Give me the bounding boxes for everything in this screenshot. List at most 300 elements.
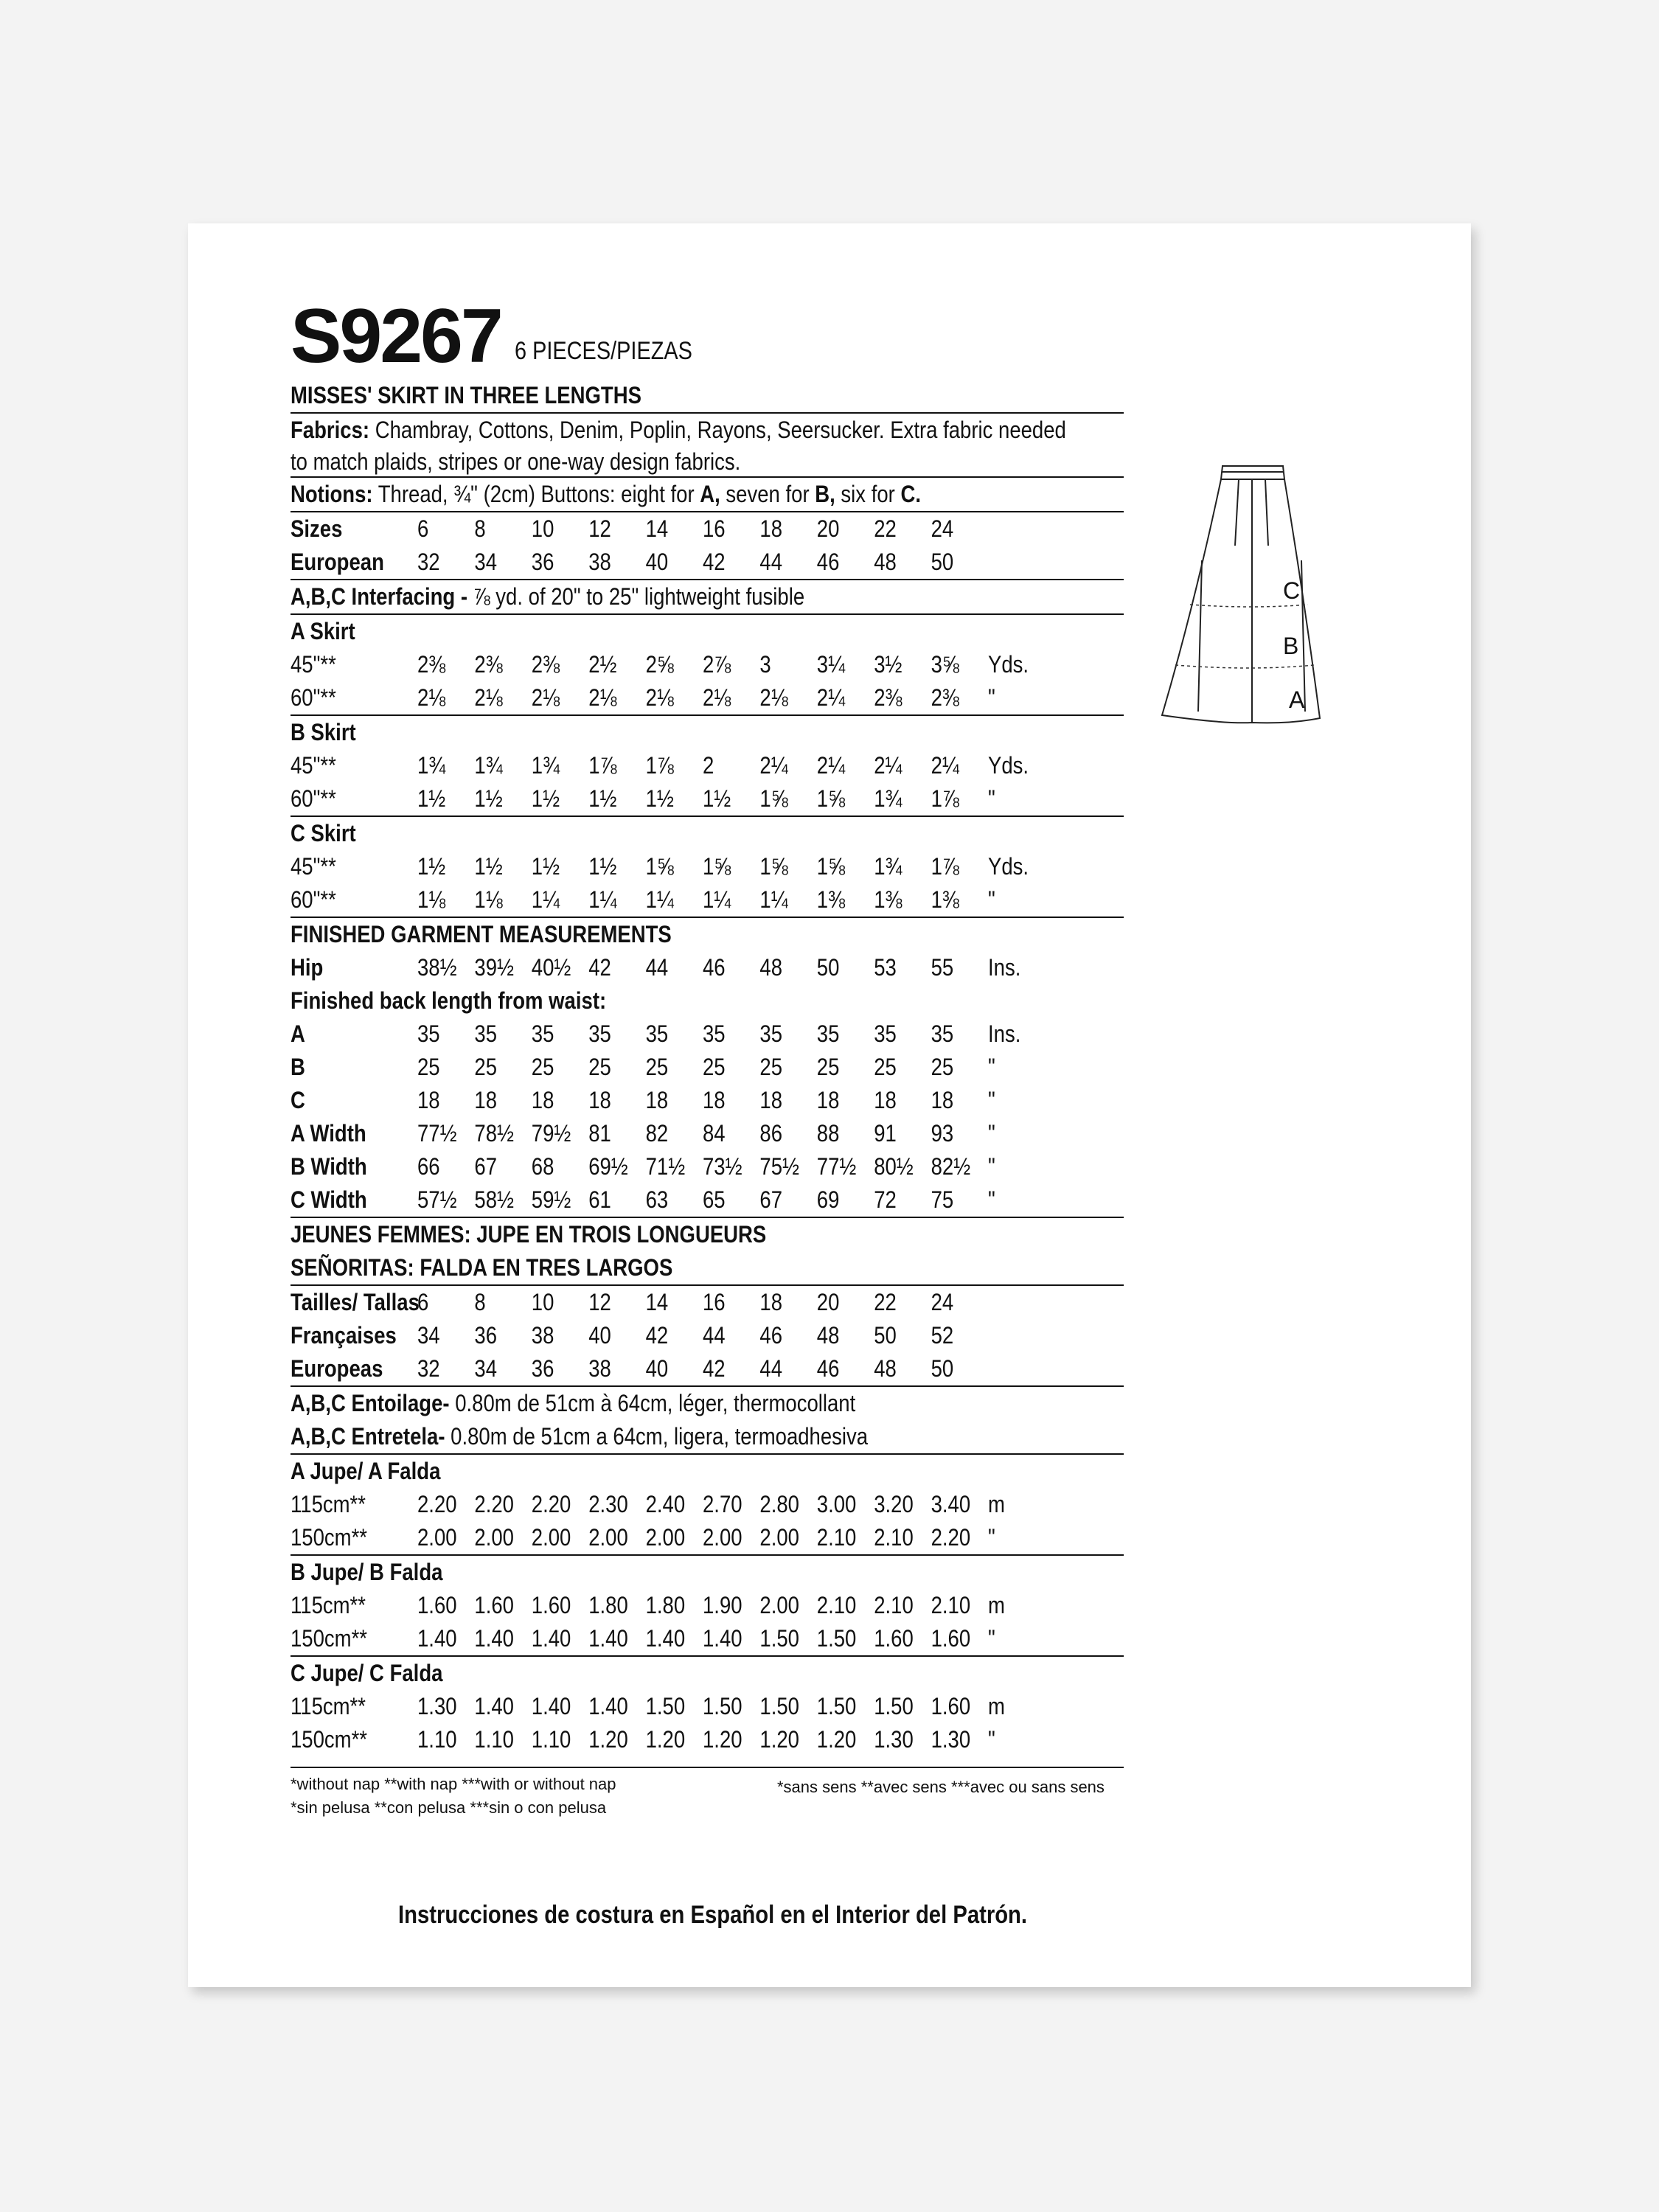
- cell-value: 1.40: [474, 1693, 514, 1719]
- cell-value: 18: [588, 1087, 611, 1113]
- cell-value: 80½: [874, 1153, 914, 1180]
- finished-title: FINISHED GARMENT MEASUREMENTS: [291, 921, 672, 947]
- cell-value: 1.60: [531, 1592, 571, 1618]
- cell-value: 35: [874, 1020, 897, 1047]
- cell-value: 2¼: [931, 752, 959, 779]
- footnote-fr: *sans sens **avec sens ***avec ou sans sens: [777, 1778, 1105, 1796]
- cell-value: 2¼: [816, 684, 846, 711]
- cell-value: 36: [531, 1355, 554, 1382]
- pattern-title: MISSES' SKIRT IN THREE LENGTHS: [291, 382, 641, 408]
- sizes-fr-table: [291, 1286, 1124, 1385]
- unit-label: Ins.: [988, 954, 1021, 981]
- cell-value: 20: [816, 1289, 840, 1315]
- row-label: 45"**: [291, 752, 336, 779]
- cell-value: 2⅛: [474, 684, 503, 711]
- cell-value: 35: [531, 1020, 554, 1047]
- cell-value: 25: [874, 1054, 897, 1080]
- cell-value: 35: [588, 1020, 611, 1047]
- skirt-view-title: B Skirt: [291, 719, 356, 745]
- cell-value: 1¼: [703, 886, 731, 913]
- unit-label: m: [988, 1491, 1005, 1517]
- cell-value: 1.10: [531, 1726, 571, 1753]
- cell-value: 50: [931, 549, 954, 575]
- cell-value: 2⅞: [703, 651, 731, 678]
- cell-value: 1.40: [588, 1693, 628, 1719]
- table-row: [291, 546, 1007, 579]
- cell-value: 24: [931, 515, 954, 542]
- french-title: JEUNES FEMMES: JUPE EN TROIS LONGUEURS: [291, 1221, 767, 1248]
- fabrics-line1: Fabrics: Chambray, Cottons, Denim, Poplin, Rayons, Seersucker. Extra fabric needed: [291, 417, 1066, 443]
- view-label-a: A: [1289, 686, 1305, 713]
- unit-label: ": [988, 1625, 995, 1652]
- cell-value: 50: [931, 1355, 954, 1382]
- cell-value: 22: [874, 1289, 897, 1315]
- cell-value: 86: [759, 1120, 783, 1147]
- row-label: 45"**: [291, 853, 336, 880]
- unit-label: Yds.: [988, 752, 1029, 779]
- cell-value: 1⅛: [417, 886, 446, 913]
- unit-label: ": [988, 1054, 995, 1080]
- cell-value: 42: [703, 1355, 726, 1382]
- cell-value: 1.50: [759, 1693, 799, 1719]
- cell-value: 2.10: [874, 1524, 914, 1551]
- unit-label: ": [988, 785, 995, 812]
- cell-value: 69½: [588, 1153, 628, 1180]
- cell-value: 39½: [474, 954, 514, 981]
- cell-value: 1.60: [474, 1592, 514, 1618]
- cell-value: 1.40: [645, 1625, 686, 1652]
- table-row: [291, 1051, 1007, 1084]
- table-row: [291, 1117, 1007, 1150]
- cell-value: 25: [816, 1054, 840, 1080]
- row-label: 45"**: [291, 651, 336, 678]
- cell-value: 2.10: [816, 1592, 857, 1618]
- cell-value: 1⅞: [931, 785, 959, 812]
- row-label: 150cm**: [291, 1625, 368, 1652]
- table-row: [291, 1286, 1007, 1319]
- row-label: Tailles/ Tallas: [291, 1289, 420, 1315]
- cell-value: 44: [759, 1355, 783, 1382]
- cell-value: 1.60: [874, 1625, 914, 1652]
- cell-value: 34: [474, 1355, 498, 1382]
- row-label: European: [291, 549, 384, 575]
- unit-label: ": [988, 1524, 995, 1551]
- cell-value: 2⅛: [531, 684, 560, 711]
- cell-value: 69: [816, 1186, 840, 1213]
- table-row: [291, 1488, 1007, 1521]
- cell-value: 1⅝: [816, 785, 846, 812]
- cell-value: 20: [816, 515, 840, 542]
- title-row: [291, 279, 1124, 379]
- entoilage: A,B,C Entoilage- 0.80m de 51cm à 64cm, léger, thermocollant: [291, 1390, 856, 1416]
- cell-value: 18: [759, 515, 783, 542]
- cell-value: 24: [931, 1289, 954, 1315]
- cell-value: 1⅞: [931, 853, 959, 880]
- cell-value: 77½: [417, 1120, 457, 1147]
- footnotes: [291, 1773, 1124, 1824]
- cell-value: 2⅛: [703, 684, 731, 711]
- cell-value: 1¾: [531, 752, 560, 779]
- cell-value: 25: [703, 1054, 726, 1080]
- cell-value: 1.10: [417, 1726, 457, 1753]
- cell-value: 12: [588, 515, 611, 542]
- unit-label: ": [988, 886, 995, 913]
- cell-value: 25: [588, 1054, 611, 1080]
- yardage-table: [291, 615, 1124, 918]
- cell-value: 1¼: [588, 886, 617, 913]
- cell-value: 25: [474, 1054, 498, 1080]
- cell-value: 48: [874, 1355, 897, 1382]
- cell-value: 18: [703, 1087, 726, 1113]
- back-length-title: Finished back length from waist:: [291, 987, 607, 1014]
- cell-value: 1.10: [474, 1726, 514, 1753]
- cell-value: 61: [588, 1186, 611, 1213]
- cell-value: 18: [759, 1289, 783, 1315]
- cell-value: 1.40: [531, 1693, 571, 1719]
- table-row: [291, 1183, 1007, 1217]
- cell-value: 32: [417, 1355, 440, 1382]
- cell-value: 1⅝: [816, 853, 846, 880]
- cell-value: 1¼: [645, 886, 674, 913]
- cell-value: 2.80: [759, 1491, 799, 1517]
- view-label-c: C: [1283, 577, 1301, 604]
- skirt-illustration: [1158, 457, 1335, 759]
- cell-value: 1½: [417, 853, 446, 880]
- cell-value: 1.40: [588, 1625, 628, 1652]
- cell-value: 35: [931, 1020, 954, 1047]
- cell-value: 52: [931, 1322, 954, 1349]
- cell-value: 40: [645, 1355, 669, 1382]
- cell-value: 81: [588, 1120, 611, 1147]
- cell-value: 1½: [474, 853, 503, 880]
- cell-value: 1⅜: [874, 886, 902, 913]
- cell-value: 2⅜: [531, 651, 560, 678]
- cell-value: 1.40: [417, 1625, 457, 1652]
- cell-value: 18: [645, 1087, 669, 1113]
- cell-value: 2.40: [645, 1491, 686, 1517]
- cell-value: 38: [588, 549, 611, 575]
- cell-value: 1½: [588, 785, 617, 812]
- cell-value: 2⅜: [474, 651, 503, 678]
- cell-value: 1½: [588, 853, 617, 880]
- cell-value: 36: [474, 1322, 498, 1349]
- cell-value: 1.40: [474, 1625, 514, 1652]
- row-label: C: [291, 1087, 305, 1113]
- cell-value: 3⅝: [931, 651, 959, 678]
- piece-count: 6 PIECES/PIEZAS: [514, 337, 692, 365]
- pattern-info: [291, 279, 1124, 1824]
- jupe-view-title: C Jupe/ C Falda: [291, 1660, 443, 1686]
- row-label: 150cm**: [291, 1524, 368, 1551]
- cell-value: 2⅝: [645, 651, 674, 678]
- cell-value: 2.20: [531, 1491, 571, 1517]
- cell-value: 2.00: [474, 1524, 514, 1551]
- cell-value: 84: [703, 1120, 726, 1147]
- cell-value: 2⅛: [759, 684, 788, 711]
- cell-value: 25: [417, 1054, 440, 1080]
- unit-label: ": [988, 1153, 995, 1180]
- cell-value: 2.20: [931, 1524, 971, 1551]
- cell-value: 2.10: [931, 1592, 971, 1618]
- cell-value: 2.00: [417, 1524, 457, 1551]
- table-row: [291, 749, 1029, 782]
- cell-value: 1¼: [531, 886, 560, 913]
- cell-value: 40: [645, 549, 669, 575]
- cell-value: 2⅜: [874, 684, 902, 711]
- cell-value: 1.50: [874, 1693, 914, 1719]
- unit-label: Yds.: [988, 651, 1029, 678]
- cell-value: 1¾: [417, 752, 446, 779]
- table-row: [291, 782, 1007, 815]
- cell-value: 91: [874, 1120, 897, 1147]
- cell-value: 18: [531, 1087, 554, 1113]
- cell-value: 46: [816, 1355, 840, 1382]
- cell-value: 46: [816, 549, 840, 575]
- row-label: Françaises: [291, 1322, 397, 1349]
- cell-value: 8: [474, 1289, 486, 1315]
- row-label: 60"**: [291, 684, 336, 711]
- row-label: 60"**: [291, 785, 336, 812]
- cell-value: 2.00: [703, 1524, 742, 1551]
- cell-value: 3.00: [816, 1491, 857, 1517]
- cell-value: 44: [703, 1322, 726, 1349]
- table-row: [291, 1622, 1007, 1655]
- cell-value: 1½: [474, 785, 503, 812]
- cell-value: 1.80: [645, 1592, 686, 1618]
- cell-value: 1¾: [474, 752, 503, 779]
- cell-value: 1.30: [417, 1693, 457, 1719]
- cell-value: 1.30: [874, 1726, 914, 1753]
- metric-yardage-table: [291, 1455, 1124, 1756]
- cell-value: 48: [759, 954, 783, 981]
- skirt-view-title: A Skirt: [291, 618, 355, 644]
- cell-value: 25: [759, 1054, 783, 1080]
- notions: Notions: Thread, ¾" (2cm) Buttons: eight for A, seven for B, six for C.: [291, 481, 921, 507]
- cell-value: 73½: [703, 1153, 742, 1180]
- table-row: [291, 951, 1021, 984]
- cell-value: 1⅞: [645, 752, 674, 779]
- table-row: [291, 512, 1007, 546]
- cell-value: 93: [931, 1120, 954, 1147]
- cell-value: 40: [588, 1322, 611, 1349]
- cell-value: 2¼: [874, 752, 902, 779]
- cell-value: 18: [417, 1087, 440, 1113]
- cell-value: 6: [417, 515, 429, 542]
- row-label: Sizes: [291, 515, 343, 542]
- cell-value: 1½: [531, 785, 560, 812]
- table-row: [291, 681, 1007, 714]
- row-label: Europeas: [291, 1355, 383, 1382]
- cell-value: 2.00: [531, 1524, 571, 1551]
- table-row: [291, 648, 1029, 681]
- unit-label: ": [988, 684, 995, 711]
- table-row: [291, 1589, 1007, 1622]
- cell-value: 44: [759, 549, 783, 575]
- cell-value: 71½: [645, 1153, 686, 1180]
- unit-label: ": [988, 1120, 995, 1147]
- cell-value: 42: [645, 1322, 669, 1349]
- cell-value: 48: [816, 1322, 840, 1349]
- cell-value: 2.20: [474, 1491, 514, 1517]
- cell-value: 67: [759, 1186, 783, 1213]
- cell-value: 1½: [703, 785, 731, 812]
- entretela: A,B,C Entretela- 0.80m de 51cm a 64cm, ligera, termoadhesiva: [291, 1423, 869, 1450]
- cell-value: 35: [759, 1020, 783, 1047]
- cell-value: 1.40: [703, 1625, 742, 1652]
- cell-value: 38½: [417, 954, 457, 981]
- cell-value: 68: [531, 1153, 554, 1180]
- cell-value: 1⅝: [645, 853, 674, 880]
- cell-value: 8: [474, 515, 486, 542]
- unit-label: m: [988, 1592, 1005, 1618]
- cell-value: 1⅛: [474, 886, 503, 913]
- cell-value: 1.60: [417, 1592, 457, 1618]
- cell-value: 35: [417, 1020, 440, 1047]
- row-label: 60"**: [291, 886, 336, 913]
- table-row: [291, 1018, 1021, 1051]
- skirt-view-title: C Skirt: [291, 820, 356, 846]
- cell-value: 1⅜: [931, 886, 959, 913]
- cell-value: 3.20: [874, 1491, 914, 1517]
- table-row: [291, 1150, 1007, 1183]
- cell-value: 1.60: [931, 1625, 971, 1652]
- cell-value: 35: [645, 1020, 669, 1047]
- cell-value: 1.20: [588, 1726, 628, 1753]
- cell-value: 35: [816, 1020, 840, 1047]
- cell-value: 3.40: [931, 1491, 971, 1517]
- cell-value: 38: [588, 1355, 611, 1382]
- cell-value: 1⅝: [703, 853, 731, 880]
- cell-value: 72: [874, 1186, 897, 1213]
- cell-value: 2⅜: [931, 684, 959, 711]
- cell-value: 36: [531, 549, 554, 575]
- cell-value: 1⅞: [588, 752, 617, 779]
- cell-value: 1.60: [931, 1693, 971, 1719]
- unit-label: Yds.: [988, 853, 1029, 880]
- cell-value: 63: [645, 1186, 669, 1213]
- pattern-number: S9267: [291, 293, 501, 379]
- cell-value: 77½: [816, 1153, 857, 1180]
- fabrics-line2: to match plaids, stripes or one-way design fabrics.: [291, 448, 741, 475]
- table-row: [291, 1352, 1007, 1385]
- table-row: [291, 850, 1029, 883]
- cell-value: 1.50: [703, 1693, 742, 1719]
- unit-label: ": [988, 1186, 995, 1213]
- cell-value: 59½: [531, 1186, 571, 1213]
- cell-value: 1.20: [759, 1726, 799, 1753]
- table-row: [291, 1690, 1007, 1723]
- cell-value: 6: [417, 1289, 429, 1315]
- cell-value: 50: [816, 954, 840, 981]
- cell-value: 1⅝: [759, 853, 788, 880]
- cell-value: 1.40: [531, 1625, 571, 1652]
- cell-value: 1.90: [703, 1592, 742, 1618]
- cell-value: 48: [874, 549, 897, 575]
- sizes-table: [291, 512, 1124, 579]
- cell-value: 1¼: [759, 886, 788, 913]
- cell-value: 67: [474, 1153, 498, 1180]
- cell-value: 18: [931, 1087, 954, 1113]
- pattern-envelope-back: [188, 223, 1471, 1987]
- cell-value: 1¾: [874, 785, 902, 812]
- unit-label: Ins.: [988, 1020, 1021, 1047]
- cell-value: 79½: [531, 1120, 571, 1147]
- cell-value: 44: [645, 954, 669, 981]
- cell-value: 1.50: [759, 1625, 799, 1652]
- cell-value: 57½: [417, 1186, 457, 1213]
- cell-value: 2¼: [759, 752, 788, 779]
- cell-value: 82½: [931, 1153, 971, 1180]
- cell-value: 42: [588, 954, 611, 981]
- cell-value: 55: [931, 954, 954, 981]
- cell-value: 2⅜: [417, 651, 446, 678]
- row-label: A Width: [291, 1120, 366, 1147]
- cell-value: 46: [759, 1322, 783, 1349]
- row-label: 115cm**: [291, 1491, 366, 1517]
- row-label: B Width: [291, 1153, 367, 1180]
- cell-value: 10: [531, 515, 554, 542]
- cell-value: 25: [531, 1054, 554, 1080]
- cell-value: 2.00: [588, 1524, 628, 1551]
- cell-value: 38: [531, 1322, 554, 1349]
- cell-value: 14: [645, 515, 669, 542]
- finished-measurements: [291, 918, 1124, 1217]
- cell-value: 22: [874, 515, 897, 542]
- cell-value: 25: [931, 1054, 954, 1080]
- cell-value: 2.10: [874, 1592, 914, 1618]
- cell-value: 1½: [645, 785, 674, 812]
- cell-value: 42: [703, 549, 726, 575]
- table-row: [291, 1084, 1007, 1117]
- cell-value: 78½: [474, 1120, 514, 1147]
- table-row: [291, 883, 1007, 917]
- row-label: 115cm**: [291, 1592, 366, 1618]
- cell-value: 1.50: [816, 1625, 857, 1652]
- cell-value: 2.00: [759, 1592, 799, 1618]
- spanish-instructions-note: Instrucciones de costura en Español en el Interior del Patrón.: [398, 1901, 1028, 1929]
- cell-value: 18: [816, 1087, 840, 1113]
- interfacing: A,B,C Interfacing - ⅞ yd. of 20" to 25" lightweight fusible: [291, 583, 805, 610]
- footnote-en: *without nap **with nap ***with or without nap: [291, 1775, 616, 1793]
- cell-value: 2⅛: [417, 684, 446, 711]
- cell-value: 12: [588, 1289, 611, 1315]
- cell-value: 1.20: [816, 1726, 857, 1753]
- unit-label: ": [988, 1726, 995, 1753]
- cell-value: 2¼: [816, 752, 846, 779]
- cell-value: 65: [703, 1186, 726, 1213]
- cell-value: 16: [703, 515, 726, 542]
- cell-value: 1⅝: [759, 785, 788, 812]
- jupe-view-title: A Jupe/ A Falda: [291, 1458, 441, 1484]
- cell-value: 1⅜: [816, 886, 846, 913]
- row-label: Hip: [291, 954, 324, 981]
- row-label: B: [291, 1054, 305, 1080]
- unit-label: m: [988, 1693, 1005, 1719]
- table-row: [291, 1319, 1007, 1352]
- cell-value: 18: [474, 1087, 498, 1113]
- cell-value: 3¼: [816, 651, 846, 678]
- row-label: C Width: [291, 1186, 367, 1213]
- cell-value: 2.10: [816, 1524, 857, 1551]
- cell-value: 2.20: [417, 1491, 457, 1517]
- cell-value: 40½: [531, 954, 571, 981]
- cell-value: 1.30: [931, 1726, 971, 1753]
- cell-value: 2.00: [645, 1524, 686, 1551]
- cell-value: 18: [759, 1087, 783, 1113]
- cell-value: 75½: [759, 1153, 799, 1180]
- cell-value: 1.20: [703, 1726, 742, 1753]
- cell-value: 3½: [874, 651, 902, 678]
